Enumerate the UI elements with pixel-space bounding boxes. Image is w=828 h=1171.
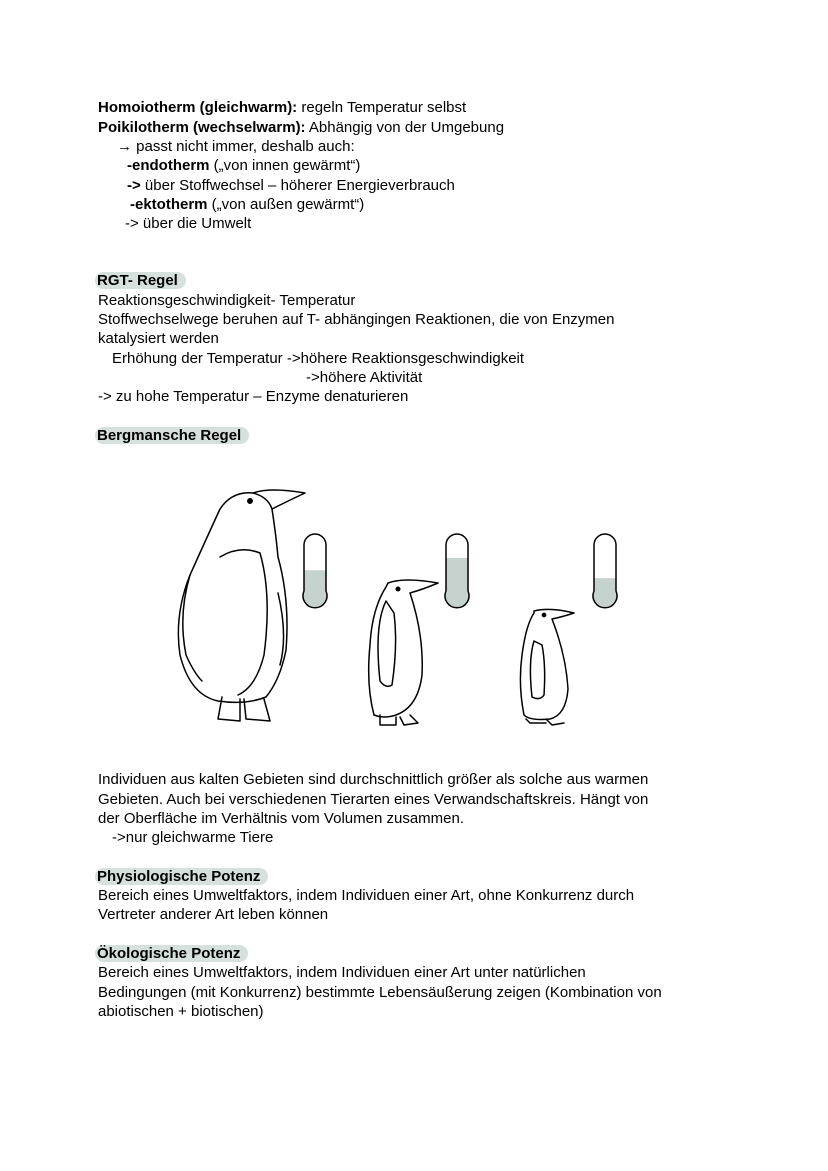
line-stoffwechsel: -> über Stoffwechsel – höherer Energieverbrauch: [127, 177, 455, 194]
thermometer-2-fill: [445, 558, 469, 608]
heading-oekologische-potenz: Ökologische Potenz: [98, 944, 248, 963]
bergmann-line-3: der Oberfläche im Verhältnis vom Volumen zusammen.: [98, 810, 464, 827]
rgt-line-4: Erhöhung der Temperatur ->höhere Reaktionsgeschwindigkeit: [112, 350, 525, 367]
line-ektotherm: -ektotherm („von außen gewärmt“): [130, 196, 365, 213]
thermometer-2-icon: [445, 534, 469, 608]
physio-line-1: Bereich eines Umweltfaktors, indem Individuen einer Art, ohne Konkurrenz durch: [98, 887, 635, 904]
heading-rgt: RGT- Regel: [98, 271, 186, 290]
rgt-line-2: Stoffwechselwege beruhen auf T- abhängingen Reaktionen, die von Enzymen: [98, 311, 615, 328]
penguin-small-icon: [520, 609, 574, 725]
bergmann-line-1: Individuen aus kalten Gebieten sind durchschnittlich größer als solche aus warmen: [98, 771, 649, 788]
oeko-line-1: Bereich eines Umweltfaktors, indem Individuen einer Art unter natürlichen: [98, 964, 586, 981]
line-homoiotherm: Homoiotherm (gleichwarm): regeln Temperatur selbst: [98, 99, 467, 116]
thermometer-3-icon: [593, 534, 617, 608]
oeko-line-3: abiotischen + biotischen): [98, 1003, 264, 1020]
heading-bergmann: Bergmansche Regel: [98, 426, 249, 445]
heading-physiologische-potenz: Physiologische Potenz: [98, 867, 268, 886]
penguin-large-icon: [178, 490, 305, 721]
oeko-line-2: Bedingungen (mit Konkurrenz) bestimmte Lebensäußerung zeigen (Kombination von: [98, 984, 662, 1001]
bergmann-line-2: Gebieten. Auch bei verschiedenen Tierarten eines Verwandschaftskreis. Hängt von: [98, 791, 649, 808]
rgt-line-5: ->höhere Aktivität: [306, 369, 423, 386]
term-poikilotherm: Poikilotherm (wechselwarm):: [98, 119, 306, 136]
thermometer-1-icon: [303, 534, 327, 608]
physio-line-2: Vertreter anderer Art leben können: [98, 906, 329, 923]
line-passt-nicht: → passt nicht immer, deshalb auch:: [117, 138, 355, 155]
rgt-line-3: katalysiert werden: [98, 330, 219, 347]
rgt-line-6: -> zu hohe Temperatur – Enzyme denaturieren: [98, 388, 409, 405]
bergmann-line-4: ->nur gleichwarme Tiere: [112, 829, 274, 846]
penguin-thermometer-figure: [160, 475, 640, 735]
line-endotherm: -endotherm („von innen gewärmt“): [127, 157, 361, 174]
penguin-medium-icon: [369, 580, 438, 725]
term-homoiotherm: Homoiotherm (gleichwarm):: [98, 99, 298, 116]
rgt-line-1: Reaktionsgeschwindigkeit- Temperatur: [98, 292, 356, 309]
thermometer-1-fill: [303, 570, 327, 607]
line-umwelt: -> über die Umwelt: [125, 215, 252, 232]
line-poikilotherm: Poikilotherm (wechselwarm): Abhängig von der Umgebung: [98, 119, 505, 136]
